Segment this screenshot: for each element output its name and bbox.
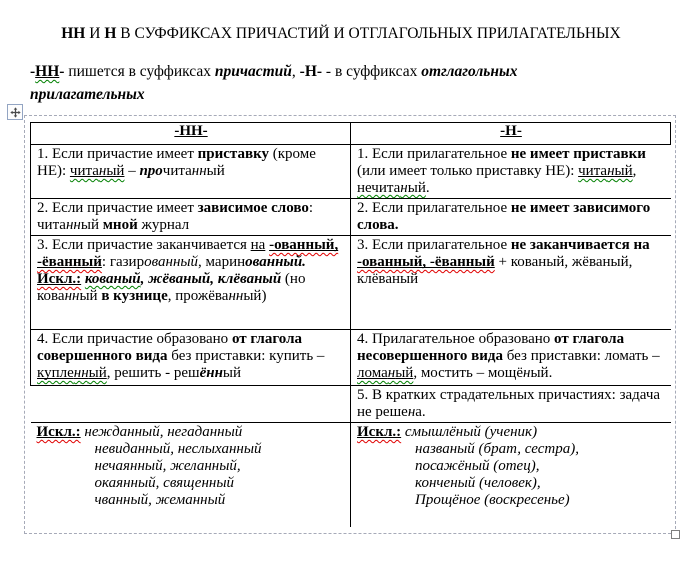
- text-run: ый: [80, 217, 103, 233]
- text-run: Искл.:: [36, 424, 81, 440]
- text-run: отглагольных: [421, 63, 518, 80]
- text-run: нн: [228, 288, 244, 304]
- text-run: Искл.:: [37, 271, 82, 287]
- intro-paragraph[interactable]: [30, 60, 630, 106]
- text-run: не имеет зависимого слова.: [357, 200, 651, 233]
- rule-1-nn-cell[interactable]: [31, 145, 351, 199]
- text-run: н: [523, 365, 531, 381]
- text-run: -ованный, -ёванный: [37, 237, 339, 270]
- text-run: , прожёва: [167, 288, 229, 304]
- header-cell-nn[interactable]: [31, 123, 351, 145]
- text-run: -Н-: [500, 123, 522, 139]
- exceptions-n-cell[interactable]: [351, 423, 671, 527]
- text-run: ый: [222, 365, 242, 381]
- text-run: зависимое слово: [197, 200, 309, 216]
- header-cell-n[interactable]: [351, 123, 671, 145]
- text-run: 1. Если причастие имеет: [37, 146, 198, 162]
- text-run: ый: [79, 288, 102, 304]
- text-run: + кованый, жёваный, клёваный: [357, 254, 633, 287]
- text-run: -: [59, 63, 65, 80]
- text-run: н: [400, 180, 408, 196]
- text-run: чита: [578, 163, 608, 179]
- text-run: чита: [69, 163, 99, 179]
- table-resize-handle[interactable]: [671, 530, 680, 539]
- text-run: 3. Если прилагательное: [357, 237, 511, 253]
- text-run: :: [308, 200, 314, 216]
- text-run: (или имеет только приставку НЕ):: [357, 163, 579, 179]
- text-run: , мостить – мощё: [413, 365, 524, 381]
- text-run: н: [98, 163, 107, 179]
- text-run: от глагола несовершенного вида: [357, 331, 625, 364]
- text-run: не заканчивается на: [510, 237, 650, 253]
- rules-table-container: [24, 115, 676, 534]
- text-run: ый.: [530, 365, 553, 381]
- text-run: нн: [191, 163, 207, 179]
- table-row: [31, 423, 671, 527]
- text-run: ый: [206, 163, 225, 179]
- table-row: [31, 386, 671, 423]
- text-run: , решить - реш: [106, 365, 200, 381]
- text-run: в кузнице: [101, 288, 168, 304]
- text-run: 4. Если причастие образовано: [37, 331, 232, 347]
- rule-3-n-cell[interactable]: [351, 236, 671, 330]
- text-run: от глагола совершенного вида: [37, 331, 302, 364]
- text-run: названый (брат, сестра),: [415, 441, 579, 457]
- text-run: лома: [357, 365, 388, 381]
- text-run: 1. Если прилагательное: [357, 146, 511, 162]
- table-move-handle[interactable]: [7, 104, 23, 120]
- document-page: [0, 24, 682, 580]
- text-run: : газир: [101, 254, 145, 270]
- move-cross-icon: [10, 107, 21, 118]
- text-run: посажёный (отец),: [415, 458, 540, 474]
- text-run: чита: [162, 163, 192, 179]
- text-run: ый: [106, 163, 125, 179]
- text-run: без приставки: купить –: [167, 348, 325, 364]
- text-run: ованный: [144, 254, 199, 270]
- text-run: 2. Если причастие имеет: [37, 200, 198, 216]
- text-run: -Н-: [299, 63, 323, 80]
- text-run: ,: [291, 63, 300, 80]
- text-run: прилагательных: [30, 86, 145, 103]
- document-title[interactable]: [10, 24, 672, 43]
- table-header-row: [31, 123, 671, 145]
- text-run: (кроме НЕ):: [37, 146, 316, 179]
- text-run: 3. Если причастие заканчивается: [37, 237, 251, 253]
- text-run: -НН-: [174, 123, 208, 139]
- text-run: ый: [407, 180, 426, 196]
- text-run: чванный, жеманный: [94, 492, 226, 508]
- text-run: НН: [61, 25, 86, 42]
- text-run: НН: [35, 63, 60, 80]
- text-run: про: [139, 163, 163, 179]
- nn-n-rules-table: [30, 122, 671, 527]
- text-run: ённ: [199, 365, 223, 381]
- text-run: нн: [64, 288, 80, 304]
- text-run: нежданный, негаданный: [84, 424, 243, 440]
- text-run: нн: [65, 217, 81, 233]
- text-run: нн: [73, 365, 89, 381]
- text-run: без приставки: ломать –: [503, 348, 660, 364]
- table-row: [31, 199, 671, 236]
- rule-4-nn-cell[interactable]: [31, 330, 351, 386]
- text-run: н: [607, 163, 615, 179]
- text-run: В СУФФИКСАХ ПРИЧАСТИЙ И ОТГЛАГОЛЬНЫХ ПРИЛАГАТЕЛЬНЫХ: [116, 25, 621, 42]
- text-run: приставку: [197, 146, 270, 162]
- text-run: ,: [632, 163, 637, 179]
- text-run: конченый (человек),: [415, 475, 541, 491]
- text-run: кованый: [84, 271, 141, 287]
- text-run: н: [387, 365, 396, 381]
- text-run: (но кова: [37, 271, 306, 304]
- rule-1-n-cell[interactable]: [351, 145, 671, 199]
- text-run: -: [30, 63, 36, 80]
- text-run: И: [85, 25, 105, 42]
- text-run: нечита: [357, 180, 401, 196]
- rule-5-n-cell[interactable]: [351, 386, 671, 423]
- text-run: Искл.:: [357, 424, 402, 440]
- text-run: -ованный, -ёванный: [357, 254, 495, 270]
- text-run: ованный.: [245, 254, 306, 270]
- text-run: невиданный, неслыханный: [94, 441, 262, 457]
- text-run: не имеет приставки: [510, 146, 646, 162]
- text-run: купле: [37, 365, 74, 381]
- text-run: пишется в суффиксах: [64, 63, 215, 80]
- text-run: –: [124, 163, 140, 179]
- text-run: , марин: [198, 254, 246, 270]
- text-run: Н: [104, 25, 117, 42]
- table-row: [31, 145, 671, 199]
- text-run: мной: [102, 217, 138, 233]
- text-run: ый: [88, 365, 107, 381]
- text-run: 2. Если прилагательное: [357, 200, 511, 216]
- text-run: смышлёный (ученик): [404, 424, 538, 440]
- text-run: н: [407, 404, 416, 420]
- text-run: а.: [415, 404, 426, 420]
- text-run: ый: [395, 365, 414, 381]
- text-run: ый: [614, 163, 633, 179]
- text-run: нечаянный, желанный,: [94, 458, 241, 474]
- text-run: .: [425, 180, 430, 196]
- rule-3-nn-cell[interactable]: [31, 236, 351, 330]
- rule-5-empty-cell[interactable]: [31, 386, 351, 423]
- text-run: Прощёное (воскресенье): [415, 492, 570, 508]
- table-row: [31, 236, 671, 330]
- rule-2-nn-cell[interactable]: [31, 199, 351, 236]
- text-run: на: [250, 237, 266, 253]
- text-run: причастий: [214, 63, 292, 80]
- exceptions-nn-cell[interactable]: [31, 423, 351, 527]
- rule-2-n-cell[interactable]: [351, 199, 671, 236]
- text-run: - в суффиксах: [322, 63, 422, 80]
- text-run: журнал: [137, 217, 190, 233]
- text-run: ый): [243, 288, 267, 304]
- text-run: окаянный, священный: [94, 475, 234, 491]
- text-run: 4. Прилагательное образовано: [357, 331, 555, 347]
- table-row: [31, 330, 671, 386]
- text-run: 5. В кратких страдательных причастиях: задача не реше: [357, 387, 661, 420]
- text-run: чита: [37, 217, 66, 233]
- text-run: , жёваный, клёваный: [140, 271, 282, 287]
- rule-4-n-cell[interactable]: [351, 330, 671, 386]
